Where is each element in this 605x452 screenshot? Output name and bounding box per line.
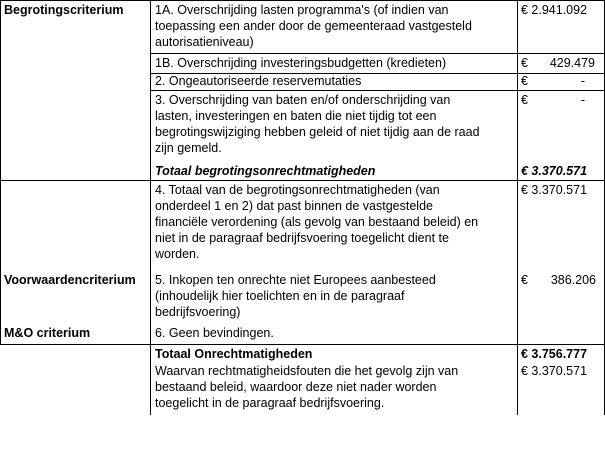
section-divider: [0, 344, 605, 345]
row-divider: [150, 53, 605, 54]
currency-symbol: €: [521, 56, 528, 70]
row-1b-description: 1B. Overschrijding investeringsbudgetten (kredieten): [155, 56, 447, 70]
mo-criterium-label: M&O criterium: [4, 326, 91, 340]
row-3-description: 3. Overschrijding van baten en/of onderschrijding van lasten, investeringen en baten die niet tijdig tot een begrotingswijziging hebben geleid of niet tijdig aan de raad zijn gemeld.: [155, 93, 480, 155]
rechtmatigheidsfouten-amount: € 3.370.571: [521, 364, 588, 378]
total-onrechtmatigheden-label: Totaal Onrechtmatigheden: [155, 347, 313, 361]
item-4-description: 4. Totaal van de begrotingsonrechtmatigheden (van onderdeel 1 en 2) dat past binnen de vastgestelde financiële verordening (als gevolg van bestaand beleid) en niet in de paragraaf bedrijfsvoering toegelicht dient te worden.: [155, 183, 479, 261]
amount-value: 386.206: [550, 273, 596, 287]
rechtmatigheidsfouten-note: Waarvan rechtmatigheidsfouten die het gevolg zijn van bestaand beleid, waardoor deze niet nader worden toegelicht in de paragraaf bedrijfsvoering.: [155, 364, 459, 410]
left-border: [0, 0, 1, 345]
begrotingscriterium-label: Begrotingscriterium: [4, 3, 124, 17]
currency-symbol: €: [521, 273, 528, 287]
row-divider: [150, 90, 605, 91]
row-1a-amount: € 2.941.092: [521, 3, 588, 17]
column-divider: [517, 0, 518, 415]
amount-value: -: [580, 74, 585, 88]
currency-symbol: €: [521, 93, 528, 107]
item-5-description: 5. Inkopen ten onrechte niet Europees aanbesteed (inhoudelijk hier toelichten en in de paragraaf bedrijfsvoering): [155, 273, 436, 319]
amount-value: -: [580, 93, 585, 107]
row-1a-description: 1A. Overschrijding lasten programma's (of indien van toepassing een ander door de gemeenteraad vastgesteld autorisatieniveau): [155, 3, 472, 49]
table-top-border: [0, 0, 605, 1]
total-begroting-label: Totaal begrotingsonrechtmatigheden: [155, 164, 376, 178]
column-divider: [150, 0, 151, 415]
amount-value: 429.479: [549, 56, 595, 70]
total-onrechtmatigheden-amount: € 3.756.777: [521, 347, 588, 361]
row-2-description: 2. Ongeautoriseerde reservemutaties: [155, 74, 362, 88]
voorwaardencriterium-label: Voorwaardencriterium: [4, 273, 136, 287]
total-begroting-amount: € 3.370.571: [521, 164, 588, 178]
section-divider: [0, 180, 605, 181]
item-4-amount: € 3.370.571: [521, 183, 588, 197]
currency-symbol: €: [521, 74, 528, 88]
item-6-description: 6. Geen bevindingen.: [155, 326, 274, 340]
